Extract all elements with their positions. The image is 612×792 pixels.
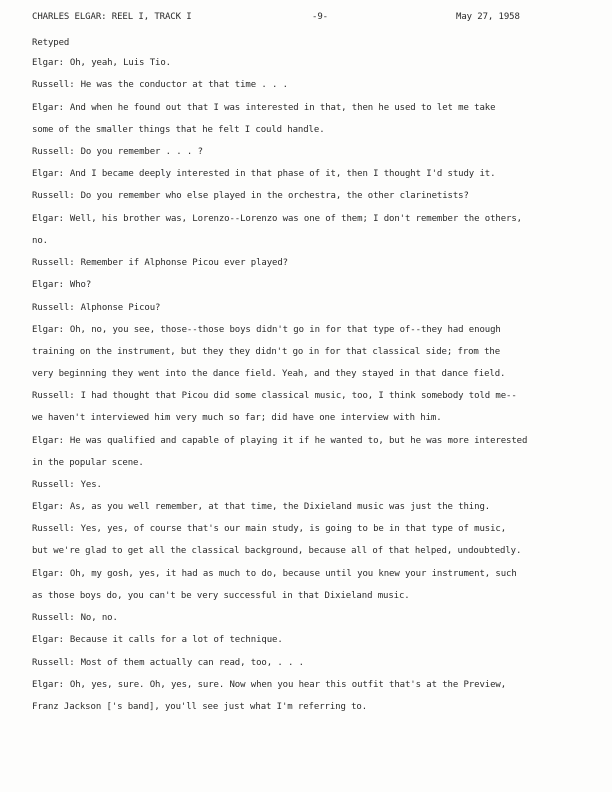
- dialogue-line: [32, 390, 572, 402]
- dialogue-entry: [32, 168, 572, 180]
- dialogue-entry: [32, 679, 572, 713]
- dialogue-text: As, as you well remember, at that time, the Dixieland music was just the thing.: [69, 502, 491, 513]
- dialogue-line: [32, 368, 572, 380]
- dialogue-text: we haven't interviewed him very much so far; did have one interview with him.: [32, 413, 442, 424]
- dialogue-entry: [32, 79, 572, 91]
- dialogue-line: [32, 57, 572, 69]
- dialogue-line: [32, 545, 572, 557]
- dialogue-text: some of the smaller things that he felt I could handle.: [32, 124, 325, 135]
- dialogue-text: Do you remember . . . ?: [80, 146, 203, 157]
- dialogue-text: Alphonse Picou?: [80, 302, 161, 313]
- page-header: [32, 12, 532, 26]
- header-date: May 27, 1958: [456, 12, 520, 22]
- speaker-label: Russell:: [32, 479, 75, 490]
- speaker-label: Russell:: [32, 146, 75, 157]
- speaker-label: Russell:: [32, 80, 75, 91]
- dialogue-entry: [32, 257, 572, 269]
- dialogue-text: Because it calls for a lot of technique.: [69, 635, 283, 646]
- dialogue-text: I had thought that Picou did some classical music, too, I think somebody told me--: [80, 391, 517, 402]
- dialogue-entry: [32, 302, 572, 314]
- dialogue-line: [32, 190, 572, 202]
- page-number: -9-: [312, 12, 328, 22]
- speaker-label: Elgar:: [32, 435, 64, 446]
- dialogue-text: but we're glad to get all the classical background, because all of that helped, undoubtedly.: [32, 546, 522, 557]
- dialogue-text: And I became deeply interested in that phase of it, then I thought I'd study it.: [69, 169, 496, 180]
- dialogue-text: Remember if Alphonse Picou ever played?: [80, 258, 288, 269]
- dialogue-line: [32, 479, 572, 491]
- dialogue-text: He was the conductor at that time . . .: [80, 80, 288, 91]
- dialogue-line: [32, 568, 572, 580]
- dialogue-entry: [32, 279, 572, 291]
- speaker-label: Russell:: [32, 613, 75, 624]
- dialogue-line: [32, 168, 572, 180]
- dialogue-line: [32, 701, 572, 713]
- dialogue-text: Oh, yeah, Luis Tio.: [69, 58, 171, 68]
- speaker-label: Elgar:: [32, 635, 64, 646]
- speaker-label: Elgar:: [32, 280, 64, 291]
- dialogue-entry: [32, 57, 572, 69]
- dialogue-line: [32, 302, 572, 314]
- dialogue-text: Well, his brother was, Lorenzo--Lorenzo was one of them; I don't remember the others,: [69, 213, 522, 224]
- dialogue-entry: [32, 523, 572, 557]
- dialogue-line: [32, 457, 572, 469]
- dialogue-line: [32, 679, 572, 691]
- speaker-label: Russell:: [32, 391, 75, 402]
- dialogue-line: [32, 612, 572, 624]
- speaker-label: Russell:: [32, 657, 75, 668]
- dialogue-line: [32, 346, 572, 358]
- dialogue-line: [32, 235, 572, 247]
- dialogue-text: no.: [32, 235, 48, 246]
- dialogue-text: as those boys do, you can't be very successful in that Dixieland music.: [32, 590, 410, 601]
- dialogue-entry: [32, 390, 572, 424]
- dialogue-entry: [32, 501, 572, 513]
- dialogue-entry: [32, 213, 572, 247]
- dialogue-entry: [32, 568, 572, 602]
- speaker-label: Elgar:: [32, 58, 64, 68]
- dialogue-text: No, no.: [80, 613, 118, 624]
- dialogue-entry: [32, 190, 572, 202]
- dialogue-entry: [32, 324, 572, 380]
- dialogue-text: He was qualified and capable of playing it if he wanted to, but he was more interested: [69, 435, 528, 446]
- dialogue-text: very beginning they went into the dance field. Yeah, and they stayed in that dance field.: [32, 368, 506, 379]
- dialogue-line: [32, 657, 572, 669]
- speaker-label: Russell:: [32, 302, 75, 313]
- dialogue-text: Oh, yes, sure. Oh, yes, sure. Now when you hear this outfit that's at the Preview,: [69, 679, 507, 690]
- dialogue-line: [32, 634, 572, 646]
- dialogue-text: Do you remember who else played in the orchestra, the other clarinetists?: [80, 191, 469, 202]
- dialogue-line: [32, 79, 572, 91]
- speaker-label: Elgar:: [32, 169, 64, 180]
- speaker-label: Elgar:: [32, 568, 64, 579]
- speaker-label: Russell:: [32, 258, 75, 269]
- dialogue-text: in the popular scene.: [32, 457, 144, 468]
- dialogue-text: And when he found out that I was interested in that, then he used to let me take: [69, 102, 496, 113]
- header-reel-track: CHARLES ELGAR: REEL I, TRACK I: [32, 12, 192, 22]
- speaker-label: Elgar:: [32, 324, 64, 335]
- dialogue-text: Yes, yes, of course that's our main study, is going to be in that type of music,: [80, 524, 507, 535]
- dialogue-line: [32, 257, 572, 269]
- speaker-label: Elgar:: [32, 679, 64, 690]
- dialogue-entry: [32, 435, 572, 469]
- retyped-note: Retyped: [32, 38, 70, 48]
- dialogue-line: [32, 324, 572, 336]
- dialogue-line: [32, 590, 572, 602]
- dialogue-line: [32, 501, 572, 513]
- speaker-label: Elgar:: [32, 502, 64, 513]
- dialogue-text: Most of them actually can read, too, . . .: [80, 657, 304, 668]
- speaker-label: Elgar:: [32, 102, 64, 113]
- dialogue-line: [32, 146, 572, 158]
- dialogue-text: Franz Jackson ['s band], you'll see just what I'm referring to.: [32, 701, 368, 712]
- transcript-body: [32, 57, 572, 723]
- dialogue-text: Yes.: [80, 479, 102, 490]
- dialogue-text: Oh, no, you see, those--those boys didn't go in for that type of--they had enough: [69, 324, 501, 335]
- dialogue-text: training on the instrument, but they they didn't go in for that classical side; from the: [32, 346, 501, 357]
- dialogue-entry: [32, 102, 572, 136]
- dialogue-text: Who?: [69, 280, 92, 291]
- speaker-label: Russell:: [32, 191, 75, 202]
- dialogue-line: [32, 412, 572, 424]
- dialogue-entry: [32, 146, 572, 158]
- dialogue-line: [32, 279, 572, 291]
- dialogue-entry: [32, 612, 572, 624]
- dialogue-line: [32, 213, 572, 225]
- dialogue-line: [32, 523, 572, 535]
- dialogue-text: Oh, my gosh, yes, it had as much to do, because until you knew your instrument, such: [69, 568, 517, 579]
- dialogue-line: [32, 435, 572, 447]
- dialogue-entry: [32, 479, 572, 491]
- dialogue-line: [32, 124, 572, 136]
- speaker-label: Russell:: [32, 524, 75, 535]
- dialogue-entry: [32, 634, 572, 646]
- speaker-label: Elgar:: [32, 213, 64, 224]
- dialogue-line: [32, 102, 572, 114]
- dialogue-entry: [32, 657, 572, 669]
